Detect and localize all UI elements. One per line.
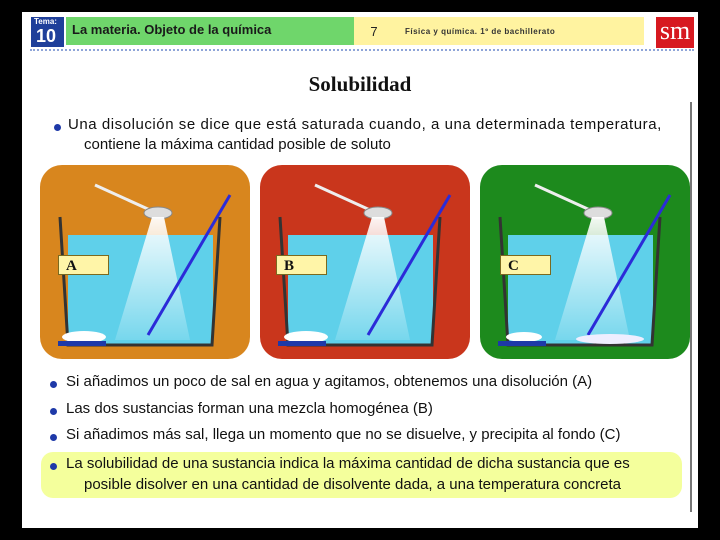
spoon-handle	[315, 185, 370, 210]
dish	[498, 341, 546, 346]
bullet-icon	[50, 381, 57, 388]
spoon-handle	[95, 185, 150, 210]
page-edge-right	[690, 102, 692, 512]
bullet-text-2: Las dos sustancias forman una mezcla homogénea (B)	[66, 400, 433, 417]
course-label: Física y química. 1º de bachillerato	[405, 27, 556, 36]
logo-text: sm	[659, 16, 691, 45]
tema-number: 10	[36, 26, 57, 46]
bullet-text-3: Si añadimos más sal, llega un momento que no se disuelve, y precipita al fondo (C)	[66, 426, 621, 443]
intro-line-1: Una disolución se dice que está saturada cuando, a una determinada temperatura,	[68, 116, 662, 133]
page-title: Solubilidad	[308, 72, 412, 96]
conclusion-line-2: posible disolver en una cantidad de disolvente dada, a una temperatura concreta	[84, 476, 622, 493]
conclusion-line-1: La solubilidad de una sustancia indica la máxima cantidad de dicha sustancia que es	[66, 455, 630, 472]
intro-line-2: contiene la máxima cantidad posible de soluto	[84, 136, 391, 153]
dish	[278, 341, 326, 346]
topic-title: La materia. Objeto de la química	[72, 22, 272, 37]
header-bar	[22, 12, 698, 48]
dish	[58, 341, 106, 346]
panel-label-a: A	[58, 255, 109, 275]
bullet-icon	[50, 463, 57, 470]
page-number: 7	[370, 24, 378, 39]
tema-label: Tema:	[34, 17, 57, 26]
solubility-illustration	[40, 165, 690, 359]
bullet-icon	[54, 124, 61, 131]
precipitate	[576, 334, 644, 344]
spoon-handle	[535, 185, 590, 210]
publisher-logo	[656, 17, 694, 48]
bullet-icon	[50, 408, 57, 415]
bullet-text-1: Si añadimos un poco de sal en agua y agitamos, obtenemos una disolución (A)	[66, 373, 593, 390]
slide	[22, 12, 698, 528]
panel-label-c: C	[500, 255, 551, 275]
tema-badge	[31, 17, 64, 47]
bullet-icon	[50, 434, 57, 441]
header-divider	[30, 49, 694, 51]
panel-label-b: B	[276, 255, 327, 275]
salt-pile	[506, 332, 542, 342]
